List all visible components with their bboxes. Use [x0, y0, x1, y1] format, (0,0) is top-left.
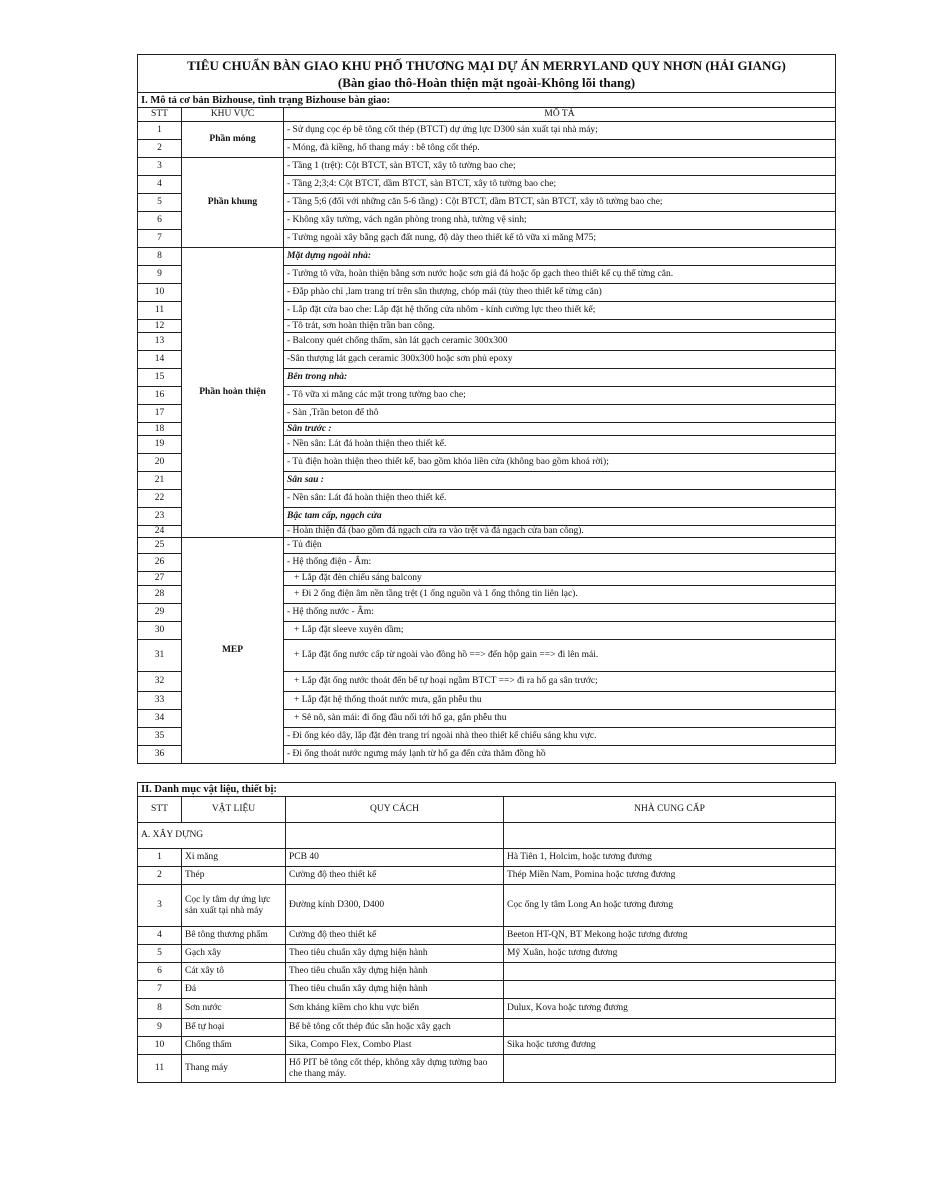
description-cell: + Lắp đặt sleeve xuyên dầm;: [284, 622, 836, 640]
material-cell: Đá: [182, 981, 286, 999]
row-number: 4: [138, 176, 182, 194]
description-cell: + Đi 2 ống điện âm nền tầng trệt (1 ống nguồn và 1 ống thông tin liên lạc).: [284, 586, 836, 604]
group-construction: A. XÂY DỰNG: [138, 823, 286, 849]
supplier-cell: Dulux, Kova hoặc tương đương: [504, 999, 836, 1019]
description-cell: + Lắp đặt hệ thống thoát nước mưa, gắn phễu thu: [284, 692, 836, 710]
description-cell: - Đi ống thoát nước ngưng máy lạnh từ hố ga đến cửa thăm đồng hồ: [284, 746, 836, 764]
material-cell: Cọc ly tâm dự ứng lực sản xuất tại nhà máy: [182, 885, 286, 927]
row-number: 21: [138, 472, 182, 490]
materials-table: [137, 782, 836, 1083]
row-number: 12: [138, 320, 182, 333]
row-number: 8: [138, 248, 182, 266]
subheading-interior: Bên trong nhà:: [284, 369, 836, 387]
supplier-cell: Beeton HT-QN, BT Mekong hoặc tương đương: [504, 927, 836, 945]
header-material: VẬT LIỆU: [182, 797, 286, 823]
row-number: 1: [138, 122, 182, 140]
row-number: 28: [138, 586, 182, 604]
specification-cell: Theo tiêu chuẩn xây dựng hiện hành: [286, 963, 504, 981]
description-cell: - Tầng 2;3;4: Cột BTCT, dầm BTCT, sàn BTCT, xây tô tường bao che;: [284, 176, 836, 194]
row-number: 3: [138, 158, 182, 176]
description-cell: - Không xây tường, vách ngăn phòng trong nhà, tường vệ sinh;: [284, 212, 836, 230]
specification-cell: Đường kính D300, D400: [286, 885, 504, 927]
description-cell: - Tủ điện: [284, 538, 836, 554]
description-cell: + Sê nô, sàn mái: đi ống đầu nối tới hố ga, gắn phễu thu: [284, 710, 836, 728]
material-cell: Bể tự hoại: [182, 1019, 286, 1037]
specification-cell: PCB 40: [286, 849, 504, 867]
header-stt: STT: [138, 797, 182, 823]
description-cell: - Tô vữa xi măng các mặt trong tường bao che;: [284, 387, 836, 405]
material-cell: Bê tông thương phẩm: [182, 927, 286, 945]
supplier-cell: Thép Miền Nam, Pomina hoặc tương đương: [504, 867, 836, 885]
row-number: 18: [138, 423, 182, 436]
row-number: 6: [138, 963, 182, 981]
description-cell: - Nền sân: Lát đá hoàn thiện theo thiết kế.: [284, 436, 836, 454]
title-line-1: TIÊU CHUẨN BÀN GIAO KHU PHỐ THƯƠNG MẠI DỰ ÁN MERRYLAND QUY NHƠN (HẢI GIANG): [187, 57, 786, 73]
subheading-back-yard: Sân sau :: [284, 472, 836, 490]
area-frame: Phần khung: [182, 158, 284, 248]
row-number: 14: [138, 351, 182, 369]
description-cell: - Đi ống kéo dây, lắp đặt đèn trang trí ngoài nhà theo thiết kế chiếu sáng khu vực.: [284, 728, 836, 746]
material-cell: Sơn nước: [182, 999, 286, 1019]
row-number: 1: [138, 849, 182, 867]
supplier-cell: Cọc ống ly tâm Long An hoặc tương đương: [504, 885, 836, 927]
description-cell: + Lắp đặt ống nước thoát đến bể tự hoại ngầm BTCT ==> đi ra hố ga sân trước;: [284, 672, 836, 692]
specification-cell: Hố PIT bê tông cốt thép, không xây dựng tường bao che thang máy.: [286, 1055, 504, 1083]
row-number: 5: [138, 945, 182, 963]
row-number: 29: [138, 604, 182, 622]
supplier-cell: [504, 963, 836, 981]
row-number: 2: [138, 867, 182, 885]
row-number: 8: [138, 999, 182, 1019]
section-2-heading: II. Danh mục vật liệu, thiết bị:: [138, 783, 836, 797]
empty-cell: [504, 823, 836, 849]
row-number: 10: [138, 284, 182, 302]
section-1-heading: I. Mô tả cơ bản Bizhouse, tình trạng Bizhouse bàn giao:: [138, 93, 836, 108]
row-number: 5: [138, 194, 182, 212]
material-cell: Gạch xây: [182, 945, 286, 963]
row-number: 15: [138, 369, 182, 387]
description-cell: - Hệ thống nước - Âm:: [284, 604, 836, 622]
description-cell: - Tường tô vữa, hoàn thiện bằng sơn nước hoặc sơn giả đá hoặc ốp gạch theo thiết kế cụ thể từng căn.: [284, 266, 836, 284]
row-number: 27: [138, 572, 182, 586]
header-specification: QUY CÁCH: [286, 797, 504, 823]
supplier-cell: Mỹ Xuân, hoặc tương đương: [504, 945, 836, 963]
header-area: KHU VỰC: [182, 108, 284, 122]
specification-cell: Theo tiêu chuẩn xây dựng hiện hành: [286, 981, 504, 999]
row-number: 25: [138, 538, 182, 554]
row-number: 11: [138, 1055, 182, 1083]
row-number: 36: [138, 746, 182, 764]
description-cell: - Sử dụng cọc ép bê tông cốt thép (BTCT) dự ứng lực D300 sản xuất tại nhà máy;: [284, 122, 836, 140]
description-cell: - Tô trát, sơn hoàn thiện trần ban công.: [284, 320, 836, 333]
area-foundation: Phần móng: [182, 122, 284, 158]
description-cell: - Hệ thống điện - Âm:: [284, 554, 836, 572]
row-number: 24: [138, 526, 182, 538]
material-cell: Cát xây tô: [182, 963, 286, 981]
empty-cell: [286, 823, 504, 849]
row-number: 17: [138, 405, 182, 423]
description-cell: - Tủ điện hoàn thiện theo thiết kế, bao gồm khóa liền cửa (không bao gồm khoá rời);: [284, 454, 836, 472]
row-number: 3: [138, 885, 182, 927]
handover-description-table: [137, 54, 836, 764]
specification-cell: Cường độ theo thiết kế: [286, 927, 504, 945]
subheading-steps: Bậc tam cấp, ngạch cửa: [284, 508, 836, 526]
area-mep: MEP: [182, 538, 284, 764]
description-cell: - Tầng 1 (trệt): Cột BTCT, sàn BTCT, xây tô tường bao che;: [284, 158, 836, 176]
description-cell: - Đắp phào chỉ ,lam trang trí trên sân thượng, chóp mái (tùy theo thiết kế từng căn): [284, 284, 836, 302]
description-cell: + Lắp đặt ống nước cấp từ ngoài vào đồng hồ ==> đến hộp gain ==> đi lên mái.: [284, 640, 836, 672]
description-cell: + Lắp đặt đèn chiếu sáng balcony: [284, 572, 836, 586]
header-stt: STT: [138, 108, 182, 122]
specification-cell: Bể bê tông cốt thép đúc sẵn hoặc xây gạch: [286, 1019, 504, 1037]
row-number: 7: [138, 230, 182, 248]
row-number: 9: [138, 1019, 182, 1037]
description-cell: - Sàn ,Trần beton để thô: [284, 405, 836, 423]
row-number: 23: [138, 508, 182, 526]
row-number: 9: [138, 266, 182, 284]
row-number: 31: [138, 640, 182, 672]
area-finishing: Phần hoàn thiện: [182, 248, 284, 538]
row-number: 35: [138, 728, 182, 746]
material-cell: Thang máy: [182, 1055, 286, 1083]
description-cell: - Móng, đà kiềng, hố thang máy : bê tông cốt thép.: [284, 140, 836, 158]
specification-cell: Cường độ theo thiết kế: [286, 867, 504, 885]
material-cell: Xi măng: [182, 849, 286, 867]
subheading-facade: Mặt dựng ngoài nhà:: [284, 248, 836, 266]
description-cell: - Nền sân: Lát đá hoàn thiện theo thiết kế.: [284, 490, 836, 508]
description-cell: - Hoàn thiện đá (bao gồm đá ngạch cửa ra vào trệt và đá ngạch cửa ban công).: [284, 526, 836, 538]
row-number: 20: [138, 454, 182, 472]
row-number: 22: [138, 490, 182, 508]
row-number: 34: [138, 710, 182, 728]
supplier-cell: [504, 1019, 836, 1037]
description-cell: - Balcony quét chống thấm, sàn lát gạch ceramic 300x300: [284, 333, 836, 351]
description-cell: - Lắp đặt cửa bao che: Lắp đặt hệ thống cửa nhôm - kính cường lực theo thiết kế;: [284, 302, 836, 320]
material-cell: Chống thấm: [182, 1037, 286, 1055]
row-number: 4: [138, 927, 182, 945]
description-cell: - Tầng 5;6 (đối với những căn 5-6 tầng) : Cột BTCT, dầm BTCT, sàn BTCT, xây tô tường bao che;: [284, 194, 836, 212]
specification-cell: Sika, Compo Flex, Combo Plast: [286, 1037, 504, 1055]
header-description: MÔ TẢ: [284, 108, 836, 122]
row-number: 26: [138, 554, 182, 572]
specification-cell: Sơn kháng kiềm cho khu vực biển: [286, 999, 504, 1019]
row-number: 6: [138, 212, 182, 230]
description-cell: -Sân thượng lát gạch ceramic 300x300 hoặc sơn phủ epoxy: [284, 351, 836, 369]
row-number: 2: [138, 140, 182, 158]
row-number: 13: [138, 333, 182, 351]
supplier-cell: [504, 1055, 836, 1083]
supplier-cell: [504, 981, 836, 999]
description-cell: - Tường ngoài xây bằng gạch đất nung, độ dày theo thiết kế tô vữa xi măng M75;: [284, 230, 836, 248]
header-supplier: NHÀ CUNG CẤP: [504, 797, 836, 823]
material-cell: Thép: [182, 867, 286, 885]
row-number: 33: [138, 692, 182, 710]
row-number: 16: [138, 387, 182, 405]
subheading-front-yard: Sân trước :: [284, 423, 836, 436]
row-number: 11: [138, 302, 182, 320]
row-number: 30: [138, 622, 182, 640]
supplier-cell: Sika hoặc tương đương: [504, 1037, 836, 1055]
row-number: 32: [138, 672, 182, 692]
row-number: 7: [138, 981, 182, 999]
supplier-cell: Hà Tiên 1, Holcim, hoặc tương đương: [504, 849, 836, 867]
specification-cell: Theo tiêu chuẩn xây dựng hiện hành: [286, 945, 504, 963]
document-title: [138, 55, 836, 93]
title-line-2: (Bàn giao thô-Hoàn thiện mặt ngoài-Không lõi thang): [337, 74, 636, 90]
row-number: 10: [138, 1037, 182, 1055]
row-number: 19: [138, 436, 182, 454]
